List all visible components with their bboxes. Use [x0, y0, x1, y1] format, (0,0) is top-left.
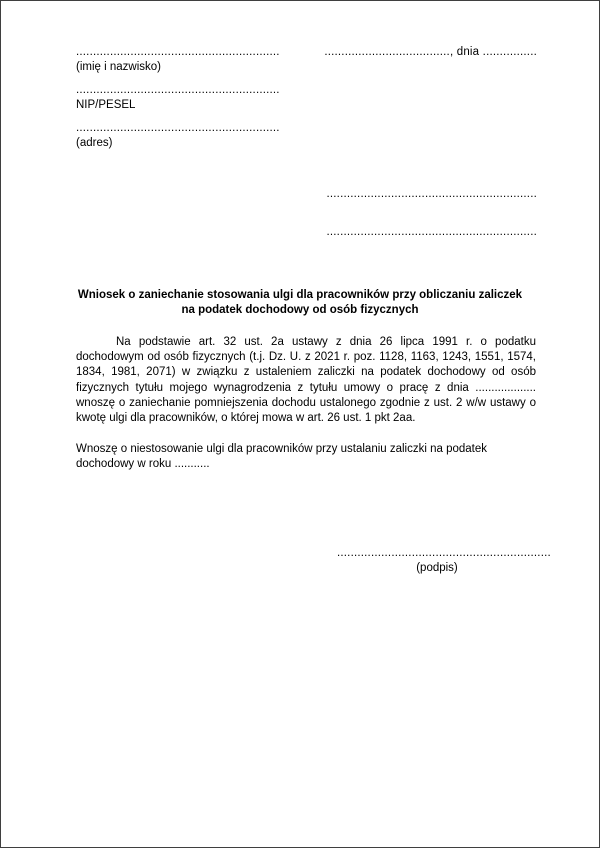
signature-label: (podpis) [416, 562, 458, 574]
sender-address-field [76, 121, 280, 151]
sender-name-field [76, 45, 280, 75]
name-label: (imię i nazwisko) [76, 61, 161, 73]
sender-block [76, 45, 280, 159]
name-fill-line: ............................................................ [76, 46, 280, 58]
document-title-line-2: na podatek dochodowy od osób fizycznych [181, 304, 419, 316]
body-paragraph-request: Wnoszę o niestosowanie ulgi dla pracowników przy ustalaniu zaliczki na podatek dochodowy w roku ........... [76, 443, 488, 471]
address-label: (adres) [76, 137, 113, 149]
document-title [1, 288, 599, 318]
addressee-fill-line-2: .............................................................. [326, 226, 537, 238]
signature-block [337, 546, 551, 576]
nip-pesel-label: NIP/PESEL [76, 99, 136, 111]
document-title-line-1: Wniosek o zaniechanie stosowania ulgi dla pracowników przy obliczaniu zaliczek [77, 289, 523, 301]
body-paragraph-legal-basis: Na podstawie art. 32 ust. 2a ustawy z dnia 26 lipca 1991 r. o podatku dochodowym od osób fizycznych (t.j. Dz. U. z 2021 r. poz. 1128, 1163, 1243, 1551, 1574, 1834, 1981, 2071) w związku z ustaleniem zaliczki na podatek dochodowy od osób fizycznych tytułu mojego wynagrodzenia z tytułu umowy o pracę z dnia ................... wnoszę o zaniechanie pomniejszenia dochodu ustalonego zgodnie z ust. 2 w/w ustawy o kwotę ulgi dla pracowników, o której mowa w art. 26 ust. 1 pkt 2aa. [76, 336, 536, 425]
address-fill-line: ............................................................ [76, 122, 280, 134]
sender-nip-pesel-field [76, 83, 280, 113]
nip-pesel-fill-line: ............................................................ [76, 84, 280, 96]
addressee-block [327, 187, 538, 240]
addressee-fill-line-1: .............................................................. [326, 188, 537, 200]
signature-fill-line: ............................................................... [337, 547, 551, 559]
place-date-fill-line: ....................................., dnia ................ [324, 46, 537, 58]
